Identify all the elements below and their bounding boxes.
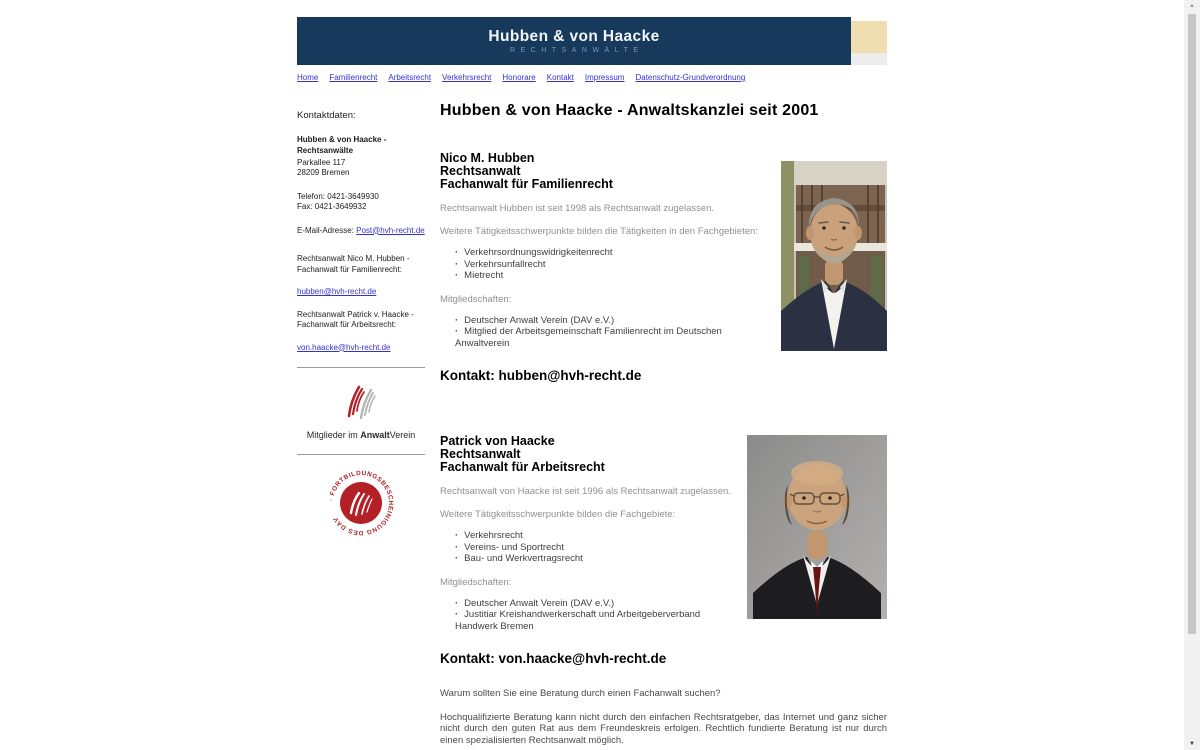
phone-number: Telefon: 0421-3649930 (297, 191, 379, 201)
fax-number: Fax: 0421-3649932 (297, 202, 367, 211)
lawyer-name-line: Patrick von Haacke (440, 434, 555, 448)
lawyer2-email-link[interactable]: von.haacke@hvh-recht.de (297, 342, 391, 352)
contact-sidebar (297, 102, 425, 543)
membership-item: · Mitglied der Arbeitsgemeinschaft Familienrecht im Deutschen Anwaltverein (455, 326, 778, 349)
closing-paragraph: Hochqualifizierte Beratung kann nicht durch den einfachen Rechtsratgeber, das Internet und ganz sicher nicht durch den guten Rat aus dem Freundeskreis erfolgen. Rechtlich fundierte Beratung ist nur durch einen spezialisierten Rechtsanwalt möglich. (440, 711, 887, 746)
page-title: Hubben & von Haacke - Anwaltskanzlei seit 2001 (440, 102, 819, 119)
membership-item: · Justitiar Kreishandwerkerschaft und Arbeitgeberverband Handwerk Bremen (455, 609, 740, 632)
nav-link-kontakt[interactable]: Kontakt (546, 73, 574, 82)
scroll-up-icon[interactable]: ▲ (1189, 3, 1195, 9)
membership-bold: Anwalt (360, 429, 390, 440)
lawyer-name-heading (440, 152, 778, 191)
focus-item: · Vereins- und Sportrecht (455, 542, 740, 554)
memberships-label: Mitgliedschaften: (440, 576, 512, 588)
firm-name-line2: Rechtsanwälte (297, 146, 354, 155)
focus-item: · Verkehrsordnungswidrigkeitenrecht (455, 247, 778, 259)
nav-link-arbeitsrecht[interactable]: Arbeitsrecht (388, 73, 432, 82)
focus-intro: Weitere Tätigkeitsschwerpunkte bilden die Tätigkeiten in den Fachgebieten: (440, 226, 758, 237)
firm-name-line1: Hubben & von Haacke - (297, 134, 387, 144)
lawyer-section-hubben (440, 152, 887, 383)
focus-item: · Verkehrsrecht (455, 530, 740, 542)
nav-link-familienrecht[interactable]: Familienrecht (329, 73, 378, 82)
lawyer-name-line: Nico M. Hubben (440, 151, 535, 165)
membership-list (440, 315, 778, 350)
lawyer1-email-link[interactable]: hubben@hvh-recht.de (297, 287, 377, 296)
dav-seal-icon (297, 467, 425, 543)
anwaltverein-logo-icon (297, 380, 425, 426)
focus-list (440, 530, 740, 565)
sidebar-heading: Kontaktdaten: (297, 110, 356, 121)
nav-link-impressum[interactable]: Impressum (584, 73, 625, 82)
lawyer-specialty-line: Fachanwalt für Arbeitsrecht (440, 460, 605, 474)
lawyer-intro: Rechtsanwalt Hubben ist seit 1998 als Rechtsanwalt zugelassen. (440, 203, 715, 214)
memberships-label: Mitgliedschaften: (440, 293, 512, 305)
contact-heading-von-haacke: Kontakt: von.haacke@hvh-recht.de (440, 651, 667, 666)
nav-link-honorare[interactable]: Honorare (502, 73, 536, 82)
lawyer2-name: Rechtsanwalt Patrick v. Haacke - (297, 309, 414, 319)
focus-intro: Weitere Tätigkeitsschwerpunkte bilden die Fachgebiete: (440, 509, 676, 520)
focus-list (440, 247, 778, 282)
lawyer2-specialty: Fachanwalt für Arbeitsrecht: (297, 320, 397, 329)
portrait-patrick-von-haacke-photo (747, 435, 887, 619)
email-label: E-Mail-Adresse: (297, 225, 357, 235)
banner-navy-panel (297, 17, 851, 65)
closing-question: Warum sollten Sie eine Beratung durch einen Fachanwalt suchen? (440, 688, 721, 699)
focus-item: · Verkehrsunfallrecht (455, 259, 778, 271)
address-city: 28209 Bremen (297, 168, 350, 177)
lawyer1-specialty: Fachanwalt für Familienrecht: (297, 264, 402, 274)
vertical-scrollbar[interactable] (1184, 0, 1200, 750)
membership-item: · Deutscher Anwalt Verein (DAV e.V.) (455, 315, 778, 327)
focus-item: · Mietrecht (455, 270, 778, 282)
content-row (297, 102, 887, 746)
address-street: Parkallee 117 (297, 157, 346, 167)
lawyer-name-heading (440, 435, 740, 474)
lawyer-role-line: Rechtsanwalt (440, 447, 521, 461)
banner-accent-beige (851, 21, 887, 53)
scrollbar-thumb[interactable] (1188, 14, 1196, 634)
nav-link-home[interactable]: Home (297, 73, 319, 82)
contact-heading-hubben: Kontakt: hubben@hvh-recht.de (440, 368, 642, 383)
banner-accent-block (851, 17, 887, 65)
membership-prefix: Mitglieder im (306, 429, 361, 440)
banner-accent-grey (851, 53, 887, 65)
lawyer-role-line: Rechtsanwalt (440, 164, 521, 178)
main-content (440, 102, 887, 746)
lawyer-intro: Rechtsanwalt von Haacke ist seit 1996 als Rechtsanwalt zugelassen. (440, 486, 731, 497)
lawyer-section-von-haacke (440, 435, 887, 666)
membership-line (297, 430, 425, 441)
lawyer1-name: Rechtsanwalt Nico M. Hubben - (297, 254, 410, 263)
main-nav (297, 73, 887, 82)
sidebar-divider (297, 367, 425, 368)
page-container (297, 17, 887, 746)
dav-seal-text: · FORTBILDUNGSBESCHEINIGUNG DES DAV (328, 469, 395, 537)
membership-suffix: Verein (389, 429, 416, 440)
nav-link-verkehrsrecht[interactable]: Verkehrsrecht (442, 73, 492, 82)
scroll-down-icon[interactable]: ▼ (1189, 741, 1195, 747)
firm-title: Hubben & von Haacke (488, 28, 660, 45)
firm-subtitle: RECHTSANWÄLTE (509, 47, 644, 54)
sidebar-divider-2 (297, 454, 425, 455)
header-banner (297, 17, 887, 65)
membership-list (440, 598, 740, 633)
portrait-nico-hubben-photo (781, 161, 887, 351)
membership-item: · Deutscher Anwalt Verein (DAV e.V.) (455, 598, 740, 610)
email-link[interactable]: Post@hvh-recht.de (356, 225, 425, 235)
nav-link-datenschutz[interactable]: Datenschutz-Grundverordnung (635, 73, 746, 82)
focus-item: · Bau- und Werkvertragsrecht (455, 553, 740, 565)
lawyer-specialty-line: Fachanwalt für Familienrecht (440, 177, 613, 191)
